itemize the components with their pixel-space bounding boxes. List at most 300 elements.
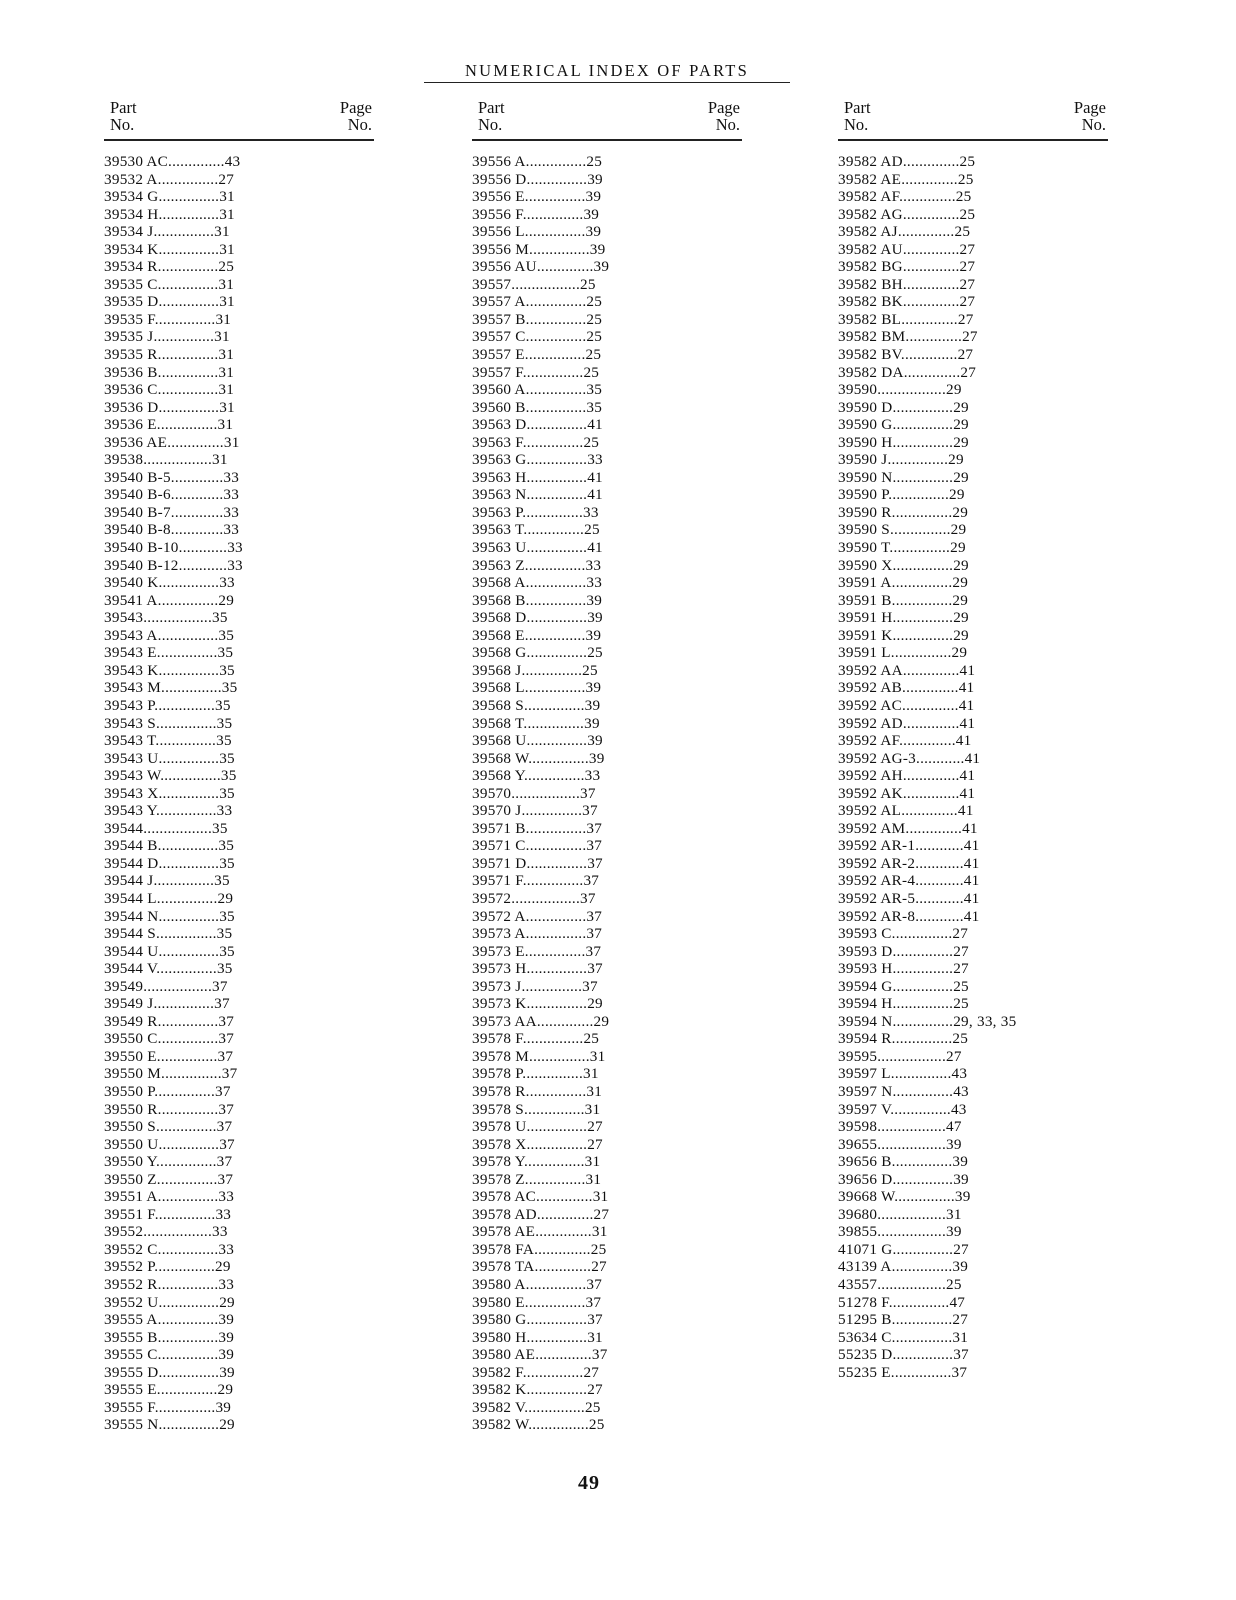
- part-number: 39555 B: [104, 1328, 158, 1346]
- index-entry: [104, 1136, 374, 1154]
- index-entry: [472, 1329, 742, 1347]
- part-number: 39578 AC: [472, 1188, 537, 1206]
- part-number: 39563 T: [472, 521, 524, 539]
- dot-leader: ...............: [158, 1293, 220, 1311]
- index-entry: [838, 346, 1108, 364]
- entry-list: [104, 153, 374, 1434]
- page-reference: 39: [584, 696, 601, 714]
- dot-leader: .................: [877, 1047, 947, 1065]
- index-entry: [838, 1329, 1108, 1347]
- dot-leader: ...............: [888, 486, 949, 504]
- dot-leader: ...............: [158, 1363, 220, 1381]
- page-reference: 35: [216, 960, 233, 978]
- part-number: 39592 AR-1: [838, 837, 916, 855]
- page-reference: 39: [946, 1135, 962, 1153]
- part-number: 39551 A: [104, 1188, 158, 1206]
- part-number: 39593 H: [838, 960, 893, 978]
- page-reference: 37: [586, 837, 603, 855]
- page-reference: 25: [583, 1030, 600, 1048]
- page-reference: 37: [586, 907, 603, 925]
- part-number: 39540 B-7: [104, 503, 171, 521]
- page-reference: 25: [959, 205, 976, 223]
- index-entry: [104, 1416, 374, 1434]
- index-entry: [104, 785, 374, 803]
- part-number: 39552: [104, 1223, 144, 1241]
- dot-leader: ...............: [158, 749, 220, 767]
- index-entry: [838, 1030, 1108, 1048]
- part-number: 39550 R: [104, 1100, 158, 1118]
- page-reference: 39: [586, 591, 603, 609]
- dot-leader: ...............: [529, 1047, 590, 1065]
- dot-leader: ...............: [892, 416, 954, 434]
- part-number: 39534 J: [104, 223, 154, 241]
- dot-leader: ...............: [521, 661, 583, 679]
- part-number: 39578 R: [472, 1082, 526, 1100]
- dot-leader: .................: [877, 1135, 947, 1153]
- dot-leader: ...............: [526, 170, 588, 188]
- page-header-label: Page: [1073, 98, 1106, 117]
- dot-leader: .................: [877, 381, 947, 399]
- page-reference: 41: [959, 661, 976, 679]
- page-reference: 35: [218, 837, 235, 855]
- part-number: 39544 J: [104, 872, 154, 890]
- part-number: 39563 F: [472, 433, 523, 451]
- part-number: 39556 L: [472, 223, 525, 241]
- page-reference: 35: [214, 696, 231, 714]
- part-number: 39552 R: [104, 1276, 158, 1293]
- index-entry: [472, 1381, 742, 1399]
- part-number: 39543 M: [104, 679, 162, 697]
- dot-leader: ...............: [526, 609, 588, 627]
- dot-leader: ............: [178, 556, 228, 574]
- index-entry: [104, 1171, 374, 1189]
- page-reference: 35: [221, 679, 238, 697]
- page-reference: 31: [584, 1153, 601, 1171]
- dot-leader: ...............: [892, 1082, 954, 1100]
- index-entry: [472, 539, 742, 557]
- page-reference: 33: [219, 574, 235, 592]
- page-reference: 35: [219, 854, 235, 872]
- page-reference: 29: [952, 574, 969, 592]
- part-header-label: Part: [110, 98, 137, 117]
- part-number: 39555 D: [104, 1363, 159, 1381]
- page-reference: 43: [950, 1100, 967, 1118]
- part-number: 39582 AE: [838, 170, 902, 188]
- index-entry: [472, 715, 742, 733]
- part-number: 39582 BH: [838, 275, 903, 293]
- part-number: 39544 N: [104, 907, 159, 925]
- page-reference: 25: [585, 346, 602, 364]
- part-number: 39535 C: [104, 275, 158, 293]
- part-number: 39535 J: [104, 328, 154, 346]
- page-reference: 33: [582, 503, 599, 521]
- index-entry: [838, 837, 1108, 855]
- dot-leader: ...............: [158, 1135, 220, 1153]
- part-number: 39556 A: [472, 153, 526, 170]
- index-entry: [838, 925, 1108, 943]
- part-number: 39568 J: [472, 661, 522, 679]
- index-entry: [104, 609, 374, 627]
- dot-leader: ...............: [892, 609, 954, 627]
- page-reference: 31: [212, 451, 228, 469]
- index-entry: [104, 1329, 374, 1347]
- dot-leader: ...............: [157, 363, 219, 381]
- dot-leader: ...............: [525, 1082, 587, 1100]
- page-reference: 25: [580, 275, 596, 293]
- index-entry: [838, 451, 1108, 469]
- index-entry: [838, 469, 1108, 487]
- dot-leader: ...............: [522, 872, 584, 890]
- part-number: 39563 N: [472, 486, 527, 504]
- dot-leader: ...............: [157, 1311, 219, 1329]
- dot-leader: ............: [915, 889, 964, 907]
- index-entry: [472, 978, 742, 996]
- page-reference: 29: [950, 521, 967, 539]
- dot-leader: ...............: [892, 626, 954, 644]
- dot-leader: ...............: [157, 1188, 219, 1206]
- index-entry: [104, 241, 374, 259]
- page-reference: 39: [587, 732, 603, 750]
- page-reference: 29: [953, 626, 969, 644]
- part-number: 39543 A: [104, 626, 158, 644]
- index-entry: [104, 346, 374, 364]
- part-number: 39568 D: [472, 609, 527, 627]
- dot-leader: ...............: [891, 1030, 953, 1048]
- part-number: 39540 K: [104, 574, 159, 592]
- part-number: 39590 G: [838, 416, 893, 434]
- part-number: 39568 L: [472, 679, 525, 697]
- part-number-header: [110, 99, 137, 133]
- page-reference: 31: [218, 275, 235, 293]
- part-number: 39550 E: [104, 1047, 157, 1065]
- index-entry: [104, 188, 374, 206]
- part-number: 39573 AA: [472, 1012, 537, 1030]
- page-reference: 31: [218, 346, 235, 364]
- index-entry: [104, 732, 374, 750]
- index-entry: [472, 1206, 742, 1224]
- page-reference: 33: [585, 556, 602, 574]
- page-reference: 37: [214, 1082, 231, 1100]
- dot-leader: ...............: [522, 1363, 584, 1381]
- page-number: 49: [578, 1472, 600, 1494]
- index-entry: [472, 469, 742, 487]
- part-number: 39543 E: [104, 644, 157, 662]
- dot-leader: ...............: [526, 1381, 588, 1399]
- page-reference: 31: [219, 240, 235, 258]
- dot-leader: .................: [511, 275, 581, 293]
- dot-leader: ...............: [160, 767, 221, 785]
- index-entry: [472, 557, 742, 575]
- index-entry: [838, 1364, 1108, 1382]
- part-number: 39556 E: [472, 188, 525, 206]
- index-entry: [104, 258, 374, 276]
- part-number: 39590 T: [838, 539, 890, 557]
- index-entry: [838, 1188, 1108, 1206]
- part-number: 39656 B: [838, 1153, 892, 1171]
- index-entry: [838, 1206, 1108, 1224]
- part-number: 39550 U: [104, 1135, 159, 1153]
- index-entry: [104, 697, 374, 715]
- page-reference: 25: [586, 328, 603, 346]
- index-entry: [472, 1048, 742, 1066]
- part-number: 51295 B: [838, 1311, 892, 1329]
- page-reference: 47: [949, 1293, 966, 1311]
- index-entry: [838, 1241, 1108, 1259]
- page-reference: 37: [221, 1065, 238, 1083]
- part-number: 39534 R: [104, 258, 158, 276]
- part-number: 39590 H: [838, 433, 893, 451]
- dot-leader: .................: [877, 1118, 947, 1136]
- dot-leader: ...............: [154, 1205, 216, 1223]
- part-number: 39568 T: [472, 714, 524, 732]
- part-number: 39594 R: [838, 1030, 892, 1048]
- page-reference: 41: [959, 714, 976, 732]
- index-entry: [104, 1153, 374, 1171]
- part-number: 39592 AB: [838, 679, 903, 697]
- dot-leader: ...............: [155, 925, 217, 943]
- index-entry: [104, 1030, 374, 1048]
- part-number: 43557: [838, 1276, 878, 1293]
- part-number: 39590 D: [838, 398, 893, 416]
- page-reference: 31: [589, 1047, 606, 1065]
- page-reference: 27: [962, 328, 978, 346]
- index-entry: [104, 750, 374, 768]
- dot-leader: .............: [170, 503, 224, 521]
- part-number: 39540 B-10: [104, 539, 179, 557]
- page-reference: 25: [586, 153, 603, 170]
- page-reference: 41: [959, 767, 976, 785]
- part-number: 39560 A: [472, 381, 526, 399]
- part-number: 39555 C: [104, 1346, 158, 1364]
- page-reference: 31: [592, 1188, 609, 1206]
- index-entry: [838, 381, 1108, 399]
- part-number: 39571 C: [472, 837, 526, 855]
- part-number: 39536 C: [104, 381, 158, 399]
- dot-leader: ...............: [524, 188, 586, 206]
- index-entry: [104, 223, 374, 241]
- page-reference: 27: [960, 363, 977, 381]
- index-entry: [472, 592, 742, 610]
- index-entry: [472, 1276, 742, 1294]
- index-entry: [104, 1381, 374, 1399]
- part-number: 39532 A: [104, 170, 158, 188]
- dot-leader: ..............: [535, 1346, 592, 1364]
- part-number: 39573 A: [472, 925, 526, 943]
- index-entry: [104, 767, 374, 785]
- part-number: 39543 T: [104, 732, 156, 750]
- part-number: 39582 BL: [838, 310, 902, 328]
- dot-leader: ...............: [161, 679, 222, 697]
- index-entry: [472, 1118, 742, 1136]
- page-header-label: Page: [339, 98, 372, 117]
- page-reference: 31: [582, 1065, 599, 1083]
- dot-leader: ...............: [155, 714, 217, 732]
- dot-leader: ..............: [534, 1240, 591, 1258]
- index-entry: [104, 311, 374, 329]
- index-entry: [104, 679, 374, 697]
- dot-leader: ...............: [522, 433, 584, 451]
- dot-leader: ..............: [535, 1223, 592, 1241]
- dot-leader: ..............: [900, 346, 958, 364]
- page-reference: 37: [580, 889, 596, 907]
- page-reference: 27: [959, 258, 976, 276]
- dot-leader: ...............: [157, 1030, 219, 1048]
- index-entry: [104, 399, 374, 417]
- dot-leader: ...............: [156, 1381, 218, 1399]
- dot-leader: ...............: [524, 626, 586, 644]
- page-reference: 29: [952, 591, 969, 609]
- page-reference: 29: [587, 995, 603, 1013]
- index-entry: [472, 802, 742, 820]
- part-no-header-label: No.: [478, 115, 503, 134]
- page-reference: 41: [587, 539, 603, 557]
- index-entry: [838, 258, 1108, 276]
- index-entry: [472, 364, 742, 382]
- page-reference: 25: [218, 258, 235, 276]
- index-entry: [838, 1153, 1108, 1171]
- index-entry: [104, 1399, 374, 1417]
- page-reference: 39: [218, 1328, 235, 1346]
- column-header: [472, 99, 742, 141]
- page-reference: 39: [588, 749, 605, 767]
- page-no-header-label: No.: [1081, 115, 1106, 134]
- index-entry: [104, 539, 374, 557]
- dot-leader: ...............: [525, 328, 587, 346]
- part-number: 39592 AM: [838, 819, 906, 837]
- page-reference: 37: [587, 960, 603, 978]
- page-reference: 35: [218, 626, 235, 644]
- index-column-2: [472, 99, 742, 1434]
- page-reference: 39: [218, 1346, 235, 1364]
- part-number: 39591 B: [838, 591, 892, 609]
- dot-leader: ...............: [523, 714, 585, 732]
- index-entry: [472, 416, 742, 434]
- dot-leader: ...............: [154, 1398, 216, 1416]
- part-number: 39680: [838, 1205, 878, 1223]
- part-number: 39555 A: [104, 1311, 158, 1329]
- part-number: 39590 J: [838, 451, 888, 469]
- part-number: 39555 E: [104, 1381, 157, 1399]
- part-number: 39544 L: [104, 889, 157, 907]
- part-number: 39590 R: [838, 503, 892, 521]
- dot-leader: ...............: [891, 503, 953, 521]
- index-entry: [104, 1083, 374, 1101]
- dot-leader: ...............: [526, 960, 588, 978]
- page-reference: 31: [217, 416, 234, 434]
- index-entry: [838, 364, 1108, 382]
- dot-leader: ..............: [902, 240, 960, 258]
- index-entry: [472, 574, 742, 592]
- page-reference: 29: [219, 1416, 235, 1434]
- page-reference: 37: [218, 1012, 235, 1030]
- part-number: 39563 U: [472, 539, 527, 557]
- index-entry: [838, 960, 1108, 978]
- index-entry: [104, 434, 374, 452]
- index-entry: [472, 504, 742, 522]
- page-reference: 37: [214, 995, 230, 1013]
- index-entry: [472, 872, 742, 890]
- dot-leader: ...............: [892, 1346, 954, 1364]
- index-entry: [472, 732, 742, 750]
- index-entry: [472, 1013, 742, 1031]
- page-reference: 29: [948, 486, 965, 504]
- dot-leader: ...............: [892, 942, 954, 960]
- index-entry: [838, 223, 1108, 241]
- index-entry: [838, 592, 1108, 610]
- index-entry: [472, 609, 742, 627]
- part-number: 39598: [838, 1118, 878, 1136]
- page-reference: 37: [587, 1311, 603, 1329]
- part-number: 39578 X: [472, 1135, 527, 1153]
- dot-leader: ..............: [536, 1188, 593, 1206]
- page-no-header-label: No.: [715, 115, 740, 134]
- index-entry: [472, 171, 742, 189]
- part-number: 39534 K: [104, 240, 159, 258]
- part-number: 39550 C: [104, 1030, 158, 1048]
- dot-leader: ...............: [889, 521, 951, 539]
- page-reference: 35: [219, 942, 235, 960]
- index-entry: [472, 328, 742, 346]
- part-number: 39571 B: [472, 819, 526, 837]
- dot-leader: ..............: [905, 328, 963, 346]
- dot-leader: ...............: [529, 240, 590, 258]
- page-reference: 33: [223, 521, 240, 539]
- dot-leader: ...............: [526, 451, 588, 469]
- part-number: 39570 J: [472, 802, 522, 820]
- dot-leader: ...............: [158, 188, 220, 206]
- dot-leader: ..............: [902, 205, 960, 223]
- dot-leader: .................: [877, 1276, 947, 1293]
- page-reference: 39: [583, 205, 600, 223]
- page-reference: 37: [212, 977, 228, 995]
- part-number: 43139 A: [838, 1258, 892, 1276]
- dot-leader: ...............: [524, 679, 586, 697]
- page-reference: 39: [219, 1363, 235, 1381]
- page-reference: 35: [216, 714, 233, 732]
- page-reference: 33: [586, 574, 603, 592]
- page-reference: 31: [952, 1328, 969, 1346]
- page-reference: 41: [587, 486, 603, 504]
- dot-leader: ...............: [158, 1416, 220, 1434]
- part-number: 39578 F: [472, 1030, 523, 1048]
- index-entry: [472, 153, 742, 171]
- dot-leader: ...............: [892, 977, 954, 995]
- part-number: 39568 E: [472, 626, 525, 644]
- part-number: 39556 F: [472, 205, 523, 223]
- index-entry: [838, 1065, 1108, 1083]
- dot-leader: ...............: [158, 942, 220, 960]
- page-reference: 27: [957, 346, 974, 364]
- part-number: 39540 B-6: [104, 486, 171, 504]
- dot-leader: .................: [511, 889, 581, 907]
- page-reference: 47: [946, 1118, 962, 1136]
- dot-leader: ..............: [902, 714, 960, 732]
- index-entry: [838, 1276, 1108, 1294]
- index-entry: [472, 1311, 742, 1329]
- page-reference: 37: [585, 942, 602, 960]
- dot-leader: ...............: [523, 1153, 585, 1171]
- page-reference: 33: [223, 468, 240, 486]
- page-reference: 37: [217, 1170, 234, 1188]
- page-reference: 31: [585, 1170, 602, 1188]
- page-reference: 25: [587, 644, 603, 662]
- dot-leader: ...............: [158, 907, 220, 925]
- index-entry: [472, 258, 742, 276]
- part-number: 39582 AG: [838, 205, 903, 223]
- index-entry: [104, 451, 374, 469]
- part-number: 39556 D: [472, 170, 527, 188]
- dot-leader: ...............: [889, 539, 951, 557]
